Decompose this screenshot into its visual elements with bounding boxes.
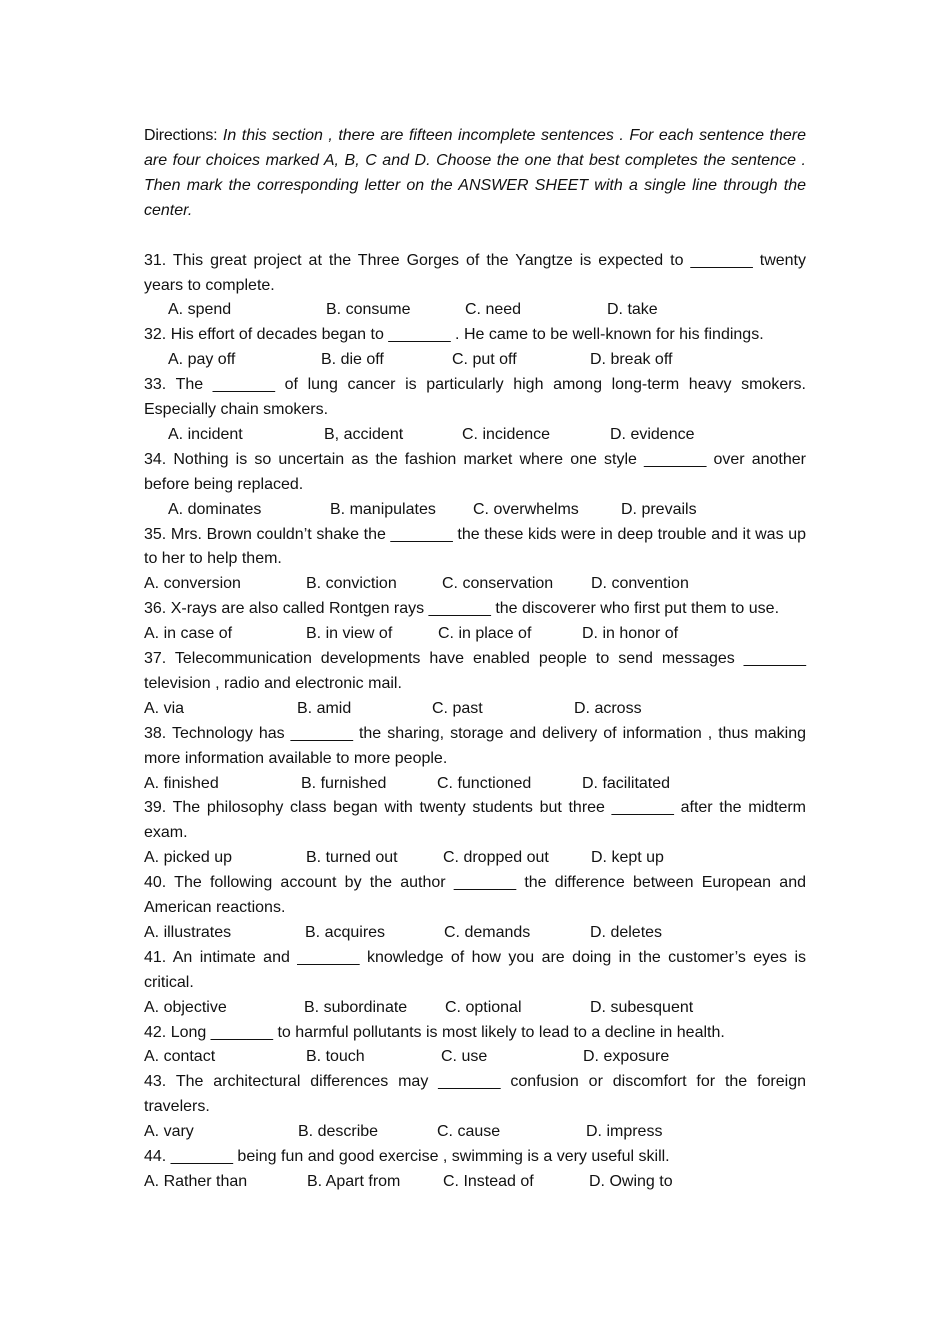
- option-d: D. facilitated: [582, 774, 671, 792]
- question-40: [144, 871, 806, 946]
- options-row: [144, 697, 806, 722]
- option-a: A. via: [144, 699, 185, 717]
- option-a: A. conversion: [144, 575, 241, 593]
- question-text: 36. X-rays are also called Rontgen rays _______ the discoverer who first put them to use.: [144, 600, 780, 618]
- option-c: C. conservation: [442, 575, 554, 593]
- options-row: [144, 1170, 806, 1195]
- question-text: 42. Long _______ to harmful pollutants is most likely to lead to a decline in health.: [144, 1023, 725, 1041]
- question-44: [144, 1145, 806, 1195]
- option-a: A. objective: [144, 998, 227, 1016]
- options-row: [144, 1120, 806, 1145]
- options-row: [144, 1045, 806, 1070]
- question-text: 40. The following account by the author _______ the difference between European and American reactions.: [144, 874, 806, 917]
- question-text: 31. This great project at the Three Gorges of the Yangtze is expected to _______ twenty years to complete.: [144, 251, 806, 294]
- option-c: C. use: [441, 1048, 488, 1066]
- option-a: A. vary: [144, 1123, 194, 1141]
- option-a: A. spend: [168, 301, 232, 319]
- options-row: [144, 423, 806, 448]
- option-c: C. optional: [445, 998, 522, 1016]
- question-42: [144, 1021, 806, 1071]
- option-a: A. pay off: [168, 351, 236, 369]
- option-c: C. past: [432, 699, 483, 717]
- question-text: 39. The philosophy class began with twenty students but three _______ after the midterm exam.: [144, 799, 806, 842]
- option-c: C. put off: [452, 351, 517, 369]
- option-b: B. in view of: [306, 625, 393, 643]
- option-d: D. subesquent: [590, 998, 694, 1016]
- option-b: B. furnished: [301, 774, 387, 792]
- option-d: D. prevails: [621, 500, 697, 518]
- option-b: B. touch: [306, 1048, 365, 1066]
- question-text: 32. His effort of decades began to _______ . He came to be well-known for his findings.: [144, 326, 764, 344]
- question-41: [144, 946, 806, 1021]
- option-d: D. convention: [591, 575, 689, 593]
- option-b: B. conviction: [306, 575, 397, 593]
- option-b: B. describe: [298, 1123, 379, 1141]
- options-row: [144, 996, 806, 1021]
- option-c: C. functioned: [437, 774, 532, 792]
- option-d: D. break off: [590, 351, 673, 369]
- question-35: [144, 523, 806, 598]
- exam-page: [144, 124, 806, 1195]
- option-b: B. acquires: [305, 923, 386, 941]
- option-d: D. evidence: [610, 425, 695, 443]
- question-38: [144, 722, 806, 797]
- option-c: C. incidence: [462, 425, 551, 443]
- question-39: [144, 796, 806, 871]
- options-row: [144, 772, 806, 797]
- option-c: C. need: [465, 301, 522, 319]
- option-c: C. dropped out: [443, 849, 549, 867]
- option-c: C. overwhelms: [473, 500, 579, 518]
- spacer: [144, 224, 806, 249]
- question-37: [144, 647, 806, 722]
- option-a: A. Rather than: [144, 1172, 248, 1190]
- option-a: A. in case of: [144, 625, 233, 643]
- question-32: [144, 323, 806, 373]
- question-text: 37. Telecommunication developments have enabled people to send messages _______ television , radio and electronic mail.: [144, 650, 806, 692]
- options-row: [144, 921, 806, 946]
- options-row: [144, 298, 806, 323]
- option-d: D. kept up: [591, 849, 664, 867]
- option-a: A. incident: [168, 425, 243, 443]
- question-text: 44. _______ being fun and good exercise , swimming is a very useful skill.: [144, 1148, 670, 1166]
- option-c: C. Instead of: [443, 1172, 534, 1190]
- options-row: [144, 622, 806, 647]
- question-33: [144, 373, 806, 448]
- question-text: 38. Technology has _______ the sharing, storage and delivery of information , thus making more information available to more people.: [144, 724, 806, 767]
- option-d: D. across: [574, 699, 642, 717]
- question-text: 41. An intimate and _______ knowledge of how you are doing in the customer’s eyes is critical.: [144, 948, 806, 991]
- options-row: [144, 846, 806, 871]
- option-d: D. exposure: [583, 1048, 670, 1066]
- option-d: D. take: [607, 301, 658, 319]
- option-c: C. cause: [437, 1123, 501, 1141]
- options-row: [144, 572, 806, 597]
- option-d: D. Owing to: [589, 1172, 673, 1190]
- directions-text: In this section , there are fifteen incomplete sentences . For each sentence there are four choices marked A, B, C and D. Choose the one that best completes the sentence . Then mark the corresponding letter on the ANSWER SHEET with a single line through the center.: [144, 127, 806, 219]
- option-d: D. deletes: [590, 923, 663, 941]
- option-a: A. contact: [144, 1048, 216, 1066]
- option-a: A. picked up: [144, 849, 233, 867]
- question-text: 43. The architectural differences may _______ confusion or discomfort for the foreign travelers.: [144, 1073, 806, 1116]
- directions: [144, 124, 806, 224]
- question-34: [144, 448, 806, 523]
- option-b: B. turned out: [306, 849, 398, 867]
- option-c: C. in place of: [438, 625, 532, 643]
- option-b: B. die off: [321, 351, 384, 369]
- question-43: [144, 1070, 806, 1145]
- option-b: B. manipulates: [330, 500, 436, 518]
- question-36: [144, 597, 806, 647]
- question-31: [144, 249, 806, 324]
- option-b: B. amid: [297, 699, 352, 717]
- option-d: D. impress: [586, 1123, 663, 1141]
- question-text: 33. The _______ of lung cancer is particularly high among long-term heavy smokers. Especially chain smokers.: [144, 376, 806, 419]
- option-b: B. subordinate: [304, 998, 408, 1016]
- option-b: B. consume: [326, 301, 411, 319]
- option-b: B. Apart from: [307, 1172, 401, 1190]
- option-a: A. illustrates: [144, 923, 232, 941]
- directions-label: Directions:: [144, 127, 218, 144]
- option-c: C. demands: [444, 923, 531, 941]
- option-d: D. in honor of: [582, 625, 679, 643]
- options-row: [144, 348, 806, 373]
- option-b: B, accident: [324, 425, 404, 443]
- option-a: A. dominates: [168, 500, 262, 518]
- question-text: 34. Nothing is so uncertain as the fashion market where one style _______ over another before being replaced.: [144, 450, 806, 493]
- option-a: A. finished: [144, 774, 219, 792]
- question-text: 35. Mrs. Brown couldn’t shake the _______ the these kids were in deep trouble and it was up to her to help them.: [144, 525, 806, 568]
- options-row: [144, 498, 806, 523]
